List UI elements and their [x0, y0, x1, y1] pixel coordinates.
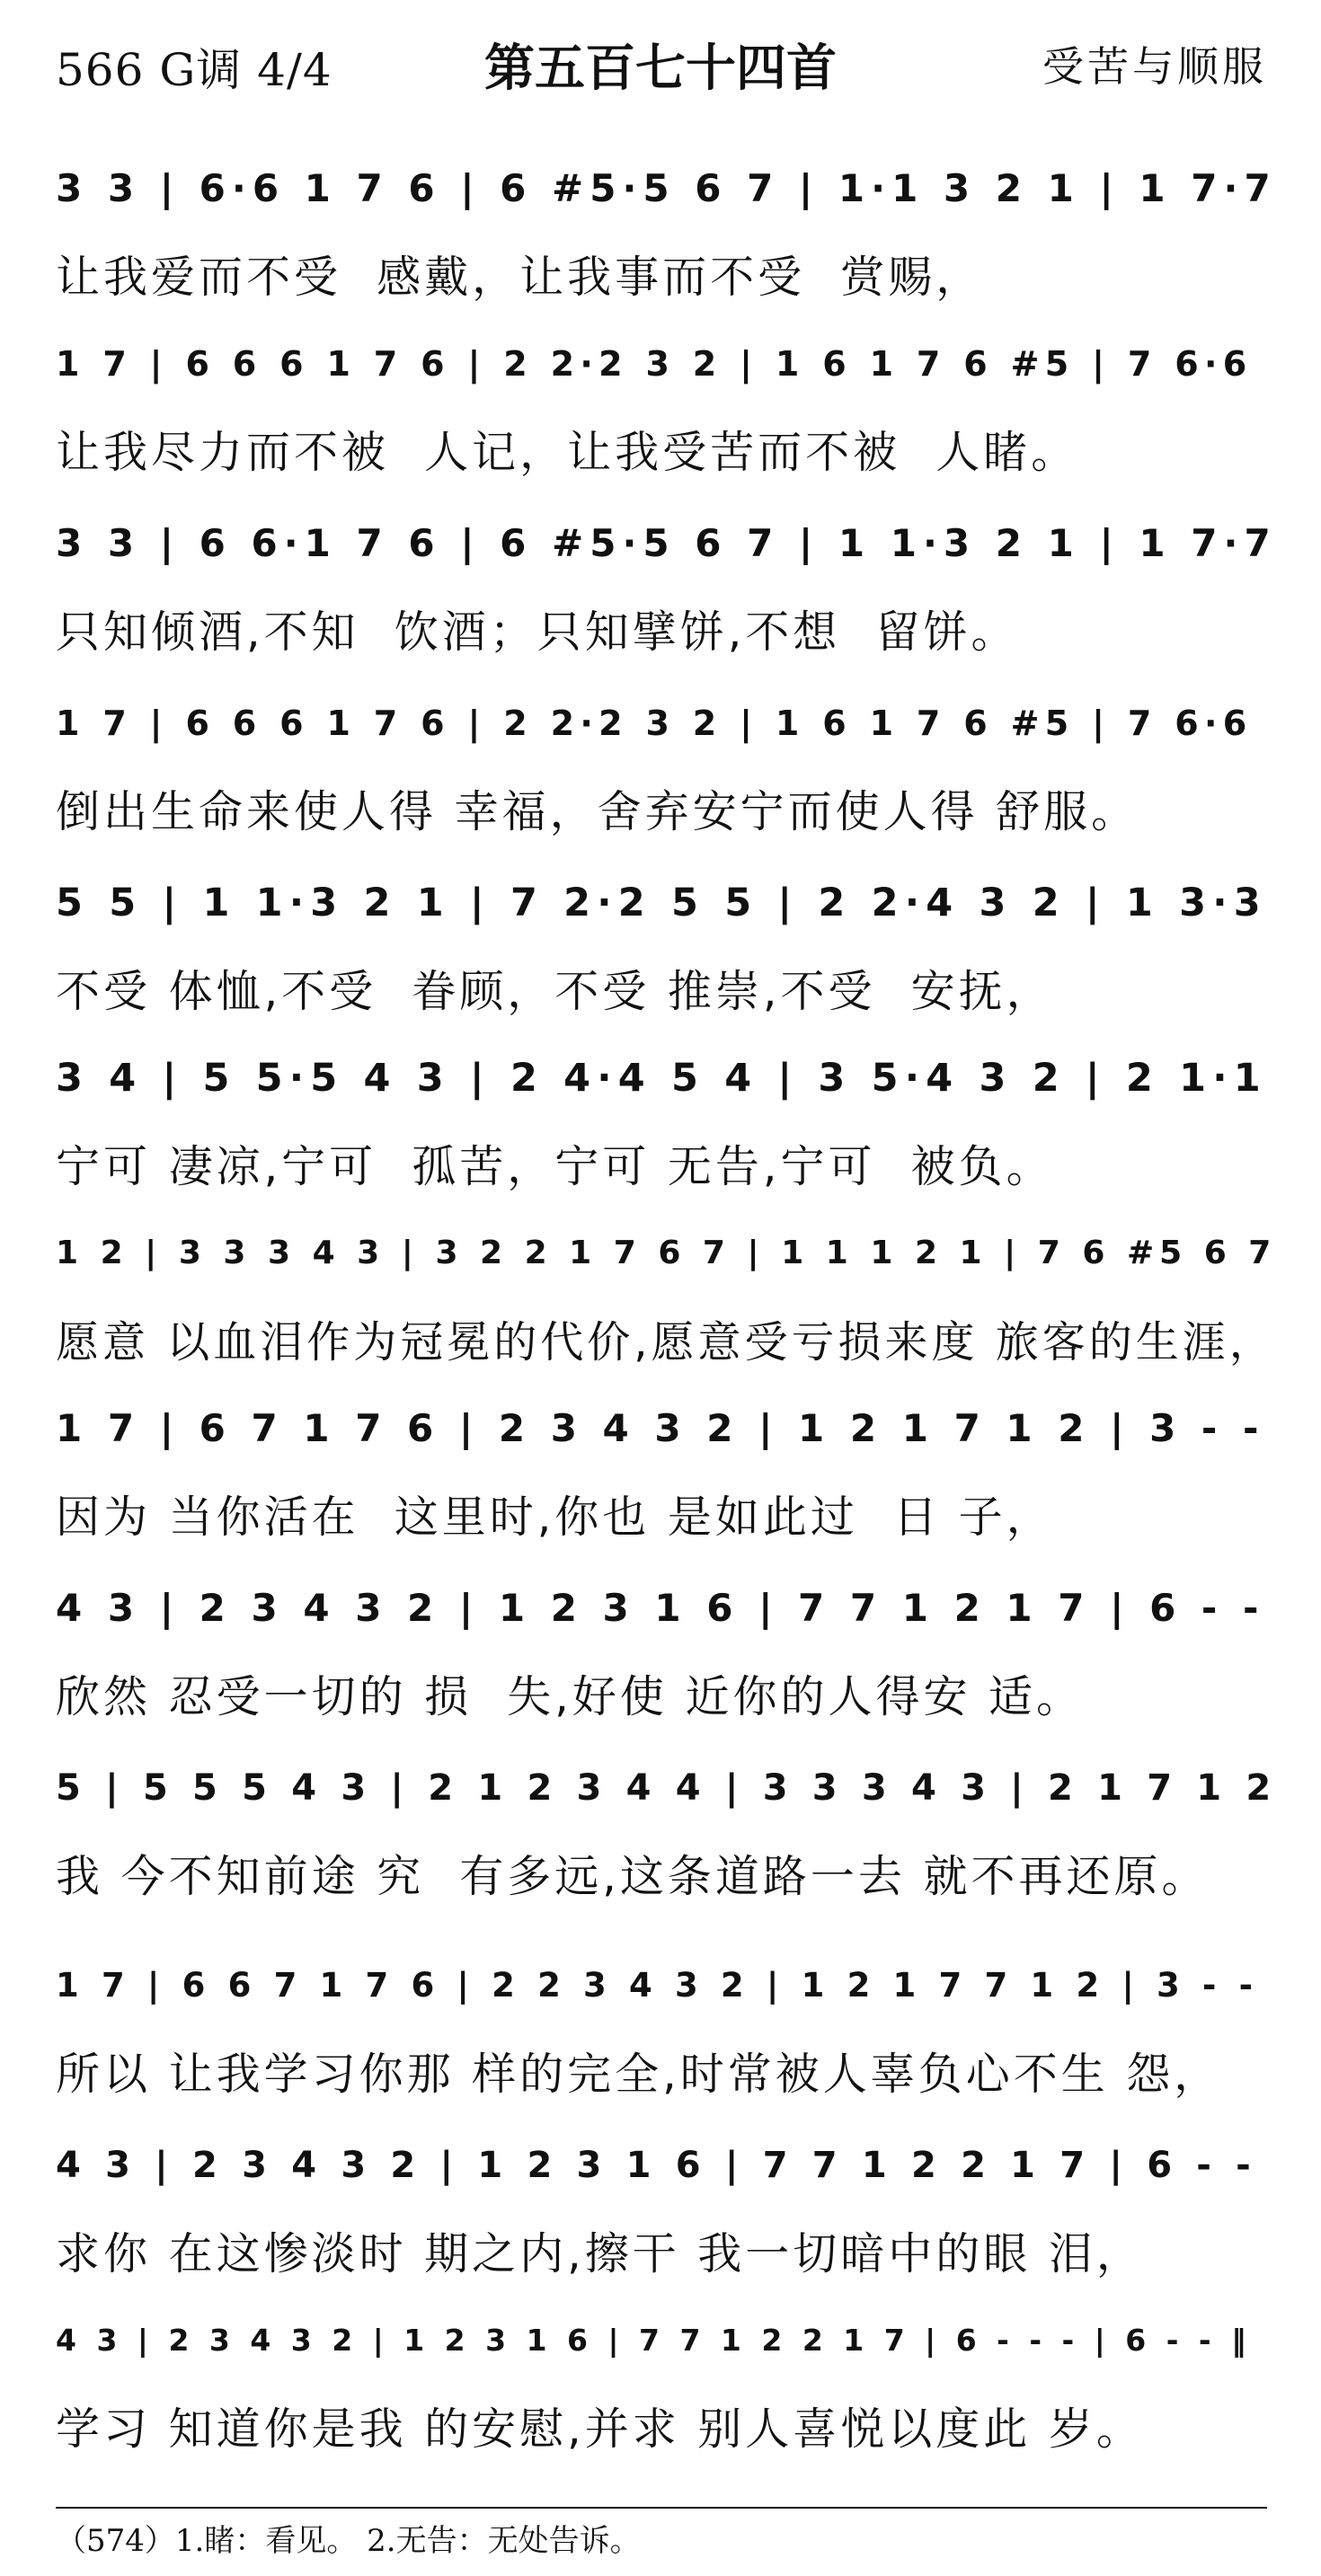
notation-row: 1 7 | 6 6 6 1 7 6 | 2 2·2 3 2 | 1 6 1 7 6 #5 | 7 6·6: [56, 344, 1253, 384]
notation-row: 1 7 | 6 6 7 1 7 6 | 2 2 3 4 3 2 | 1 2 1 7 7 1 2 | 3 - -: [56, 1966, 1259, 2005]
notation-row: 4 3 | 2 3 4 3 2 | 1 2 3 1 6 | 7 7 1 2 1 7 | 6 - -: [56, 1586, 1265, 1630]
notation-row: 5 | 5 5 5 4 3 | 2 1 2 3 4 4 | 3 3 3 4 3 | 2 1 7 1 2: [56, 1767, 1277, 1809]
notation-row: 1 7 | 6 7 1 7 6 | 2 3 4 3 2 | 1 2 1 7 1 2 | 3 - -: [56, 1406, 1265, 1450]
lyrics-row: 倒出生命来使人得 幸福，舍弃安宁而使人得 舒服。: [56, 786, 1139, 837]
header: [0, 27, 1321, 99]
notation-row: 4 3 | 2 3 4 3 2 | 1 2 3 1 6 | 7 7 1 2 2 1 7 | 6 - - - | 6 - - ‖: [56, 2323, 1252, 2358]
lyrics-row: 让我尽力而不被 人记，让我受苦而不被 人睹。: [56, 427, 1079, 478]
footnote-divider: [56, 2507, 1267, 2509]
notation-row: 3 3 | 6·6 1 7 6 | 6 #5·5 6 7 | 1·1 3 2 1 | 1 7·7: [56, 166, 1277, 210]
lyrics-row: 让我爱而不受 感戴，让我事而不受 赏赐，: [56, 252, 984, 303]
lyrics-row: 求你 在这惨淡时 期之内,擦干 我一切暗中的眼 泪，: [56, 2228, 1144, 2279]
lyrics-row: 不受 体恤,不受 眷顾，不受 推崇,不受 安抚，: [56, 966, 1054, 1017]
lyrics-row: 愿意 以血泪作为冠冕的代价,愿意受亏损来度 旅客的生涯，: [56, 1317, 1276, 1368]
notation-row: 1 7 | 6 6 6 1 7 6 | 2 2·2 3 2 | 1 6 1 7 6 #5 | 7 6·6: [56, 704, 1253, 743]
footnote: （574）1.睹：看见。 2.无告：无处告诉。: [56, 2523, 641, 2559]
notation-row: 5 5 | 1 1·3 2 1 | 7 2·2 5 5 | 2 2·4 3 2 | 1 3·3: [56, 881, 1267, 925]
lyrics-row: 因为 当你活在 这里时,你也 是如此过 日 子，: [56, 1492, 1054, 1543]
hymn-number-key-time: 566 G调 4/4: [56, 44, 332, 96]
lyrics-row: 我 今不知前途 究 有多远,这条道路一去 就不再还原。: [56, 1851, 1210, 1902]
hymn-category: 受苦与顺服: [1042, 42, 1267, 91]
lyrics-row: 欣然 忍受一切的 损 失,好使 近你的人得安 适。: [56, 1671, 1085, 1722]
notation-row: 3 3 | 6 6·1 7 6 | 6 #5·5 6 7 | 1 1·3 2 1 | 1 7·7: [56, 521, 1277, 565]
lyrics-row: 宁可 凄凉,宁可 孤苦，宁可 无告,宁可 被负。: [56, 1141, 1054, 1192]
notation-row: 4 3 | 2 3 4 3 2 | 1 2 3 1 6 | 7 7 1 2 2 1 7 | 6 - -: [56, 2145, 1257, 2186]
notation-row: 1 2 | 3 3 3 4 3 | 3 2 2 1 7 6 7 | 1 1 1 2 1 | 7 6 #5 6 7: [56, 1235, 1277, 1271]
notation-row: 3 4 | 5 5·5 4 3 | 2 4·4 5 4 | 3 5·4 3 2 | 2 1·1: [56, 1056, 1267, 1101]
hymn-title: 第五百七十四首: [484, 40, 837, 98]
lyrics-row: 学习 知道你是我 的安慰,并求 别人喜悦以度此 岁。: [56, 2403, 1144, 2455]
lyrics-row: 所以 让我学习你那 样的完全,时常被人辜负心不生 怨，: [56, 2049, 1222, 2100]
lyrics-row: 只知倾酒,不知 饮酒；只知擘饼,不想 留饼。: [56, 606, 1019, 658]
